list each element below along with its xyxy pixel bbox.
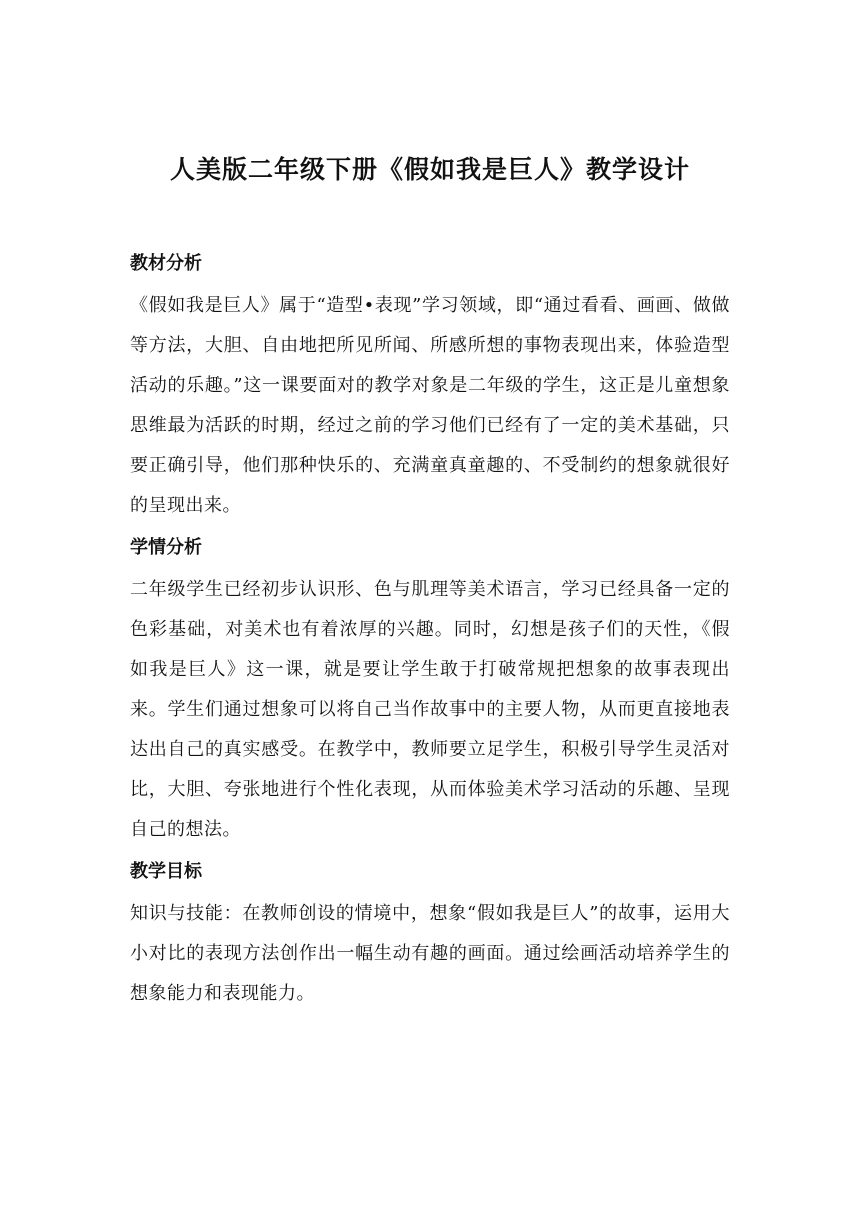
section-heading-teaching-goals: 教学目标 — [130, 861, 202, 882]
section-paragraph-student-analysis: 二年级学生已经初步认识形、色与肌理等美术语言，学习已经具备一定的色彩基础，对美术也有着浓厚的兴趣。同时，幻想是孩子们的天性，《假如我是巨人》这一课，就是要让学生敢于打破常规把想象的故事表现出来。学生们通过想象可以将自己当作故事中的主要人物，从而更直接地表达出自己的真实感受。在教学中，教师要立足学生，积极引导学生灵活对比，大胆、夸张地进行个性化表现，从而体验美术学习活动的乐趣、呈现自己的想法。 — [130, 579, 730, 840]
document-body — [130, 244, 730, 1014]
section-heading-textbook-analysis: 教材分析 — [130, 253, 202, 274]
section-heading-student-analysis: 学情分析 — [130, 537, 202, 558]
section-paragraph-teaching-goals: 知识与技能：在教师创设的情境中，想象“假如我是巨人”的故事，运用大小对比的表现方法创作出一幅生动有趣的画面。通过绘画活动培养学生的想象能力和表现能力。 — [130, 903, 730, 1004]
document-title: 人美版二年级下册《假如我是巨人》教学设计 — [169, 155, 690, 184]
section-paragraph-textbook-analysis: 《假如我是巨人》属于“造型•表现”学习领域，即“通过看看、画画、做做等方法，大胆、自由地把所见所闻、所感所想的事物表现出来，体验造型活动的乐趣。”这一课要面对的教学对象是二年级的学生，这正是儿童想象思维最为活跃的时期，经过之前的学习他们已经有了一定的美术基础，只要正确引导，他们那种快乐的、充满童真童趣的、不受制约的想象就很好的呈现出来。 — [130, 295, 730, 516]
